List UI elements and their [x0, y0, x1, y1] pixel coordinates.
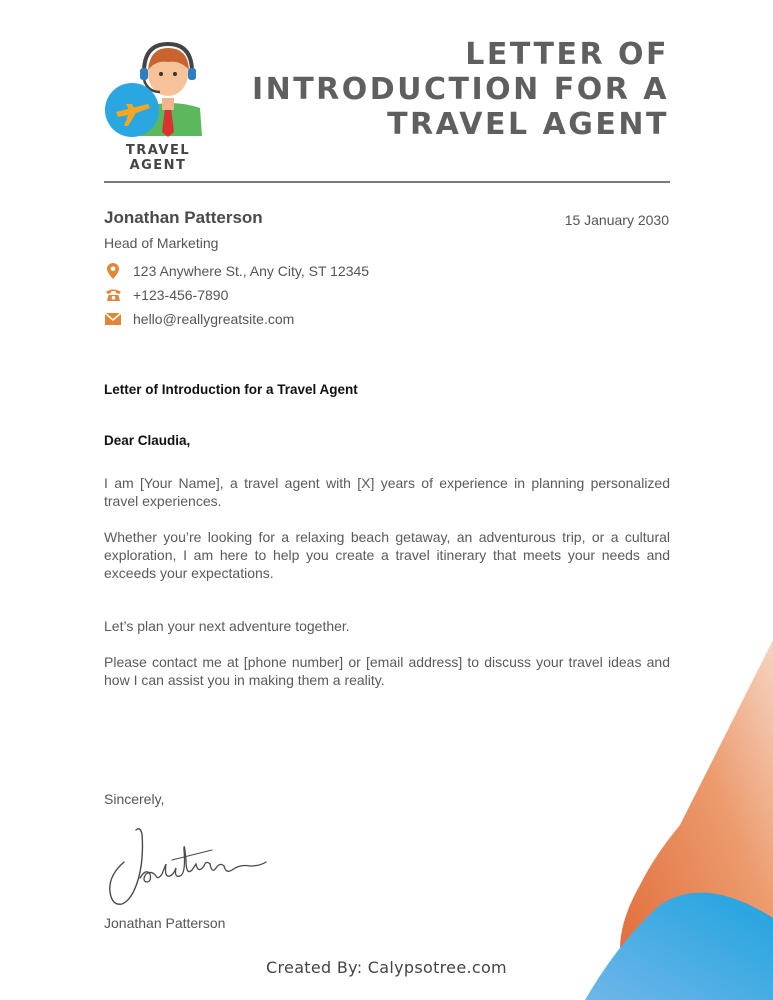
blue-swoosh-shape: [585, 893, 773, 1000]
title-line-1: LETTER OF: [465, 37, 669, 72]
header-divider: [104, 181, 670, 183]
contact-email: [104, 311, 294, 327]
contact-address: [104, 263, 369, 279]
body-paragraph-2: Whether you’re looking for a relaxing beach getaway, an adventurous trip, or a cultural exploration, I am here to help you create a travel itinerary that meets your needs and exceeds your expectations.: [104, 529, 670, 581]
contact-phone: [104, 287, 228, 303]
phone-text: +123-456-7890: [133, 287, 229, 303]
address-text: 123 Anywhere St., Any City, ST 12345: [133, 263, 370, 279]
logo-caption: TRAVEL AGENT: [125, 143, 191, 173]
travel-agent-logo: [100, 42, 216, 173]
letter-greeting: Dear Claudia,: [104, 433, 191, 448]
title-line-2: INTRODUCTION FOR A: [251, 72, 669, 107]
travel-agent-icon: [104, 42, 208, 140]
body-paragraph-4: Please contact me at [phone number] or [email address] to discuss your travel ideas and how I can assist you in making them a reality.: [104, 654, 670, 688]
footer-credit: Created By: Calypsotree.com: [266, 958, 507, 977]
location-pin-icon: [104, 263, 122, 279]
page-title: [209, 37, 669, 142]
body-paragraph-1: I am [Your Name], a travel agent with [X] years of experience in planning personalized travel experiences.: [104, 475, 670, 509]
email-text: hello@reallygreatsite.com: [133, 311, 295, 327]
sender-role: Head of Marketing: [104, 235, 219, 251]
letter-date: 15 January 2030: [564, 212, 669, 228]
sender-name: Jonathan Patterson: [104, 208, 263, 227]
signer-name: Jonathan Patterson: [104, 915, 226, 931]
title-line-3: TRAVEL AGENT: [387, 107, 669, 142]
letter-subject: Letter of Introduction for a Travel Agent: [104, 382, 358, 397]
letter-closing: Sincerely,: [104, 791, 165, 807]
telephone-icon: [104, 287, 122, 303]
body-paragraph-3: Let’s plan your next adventure together.: [104, 618, 350, 634]
envelope-icon: [104, 311, 122, 327]
handwritten-signature: [100, 820, 270, 910]
